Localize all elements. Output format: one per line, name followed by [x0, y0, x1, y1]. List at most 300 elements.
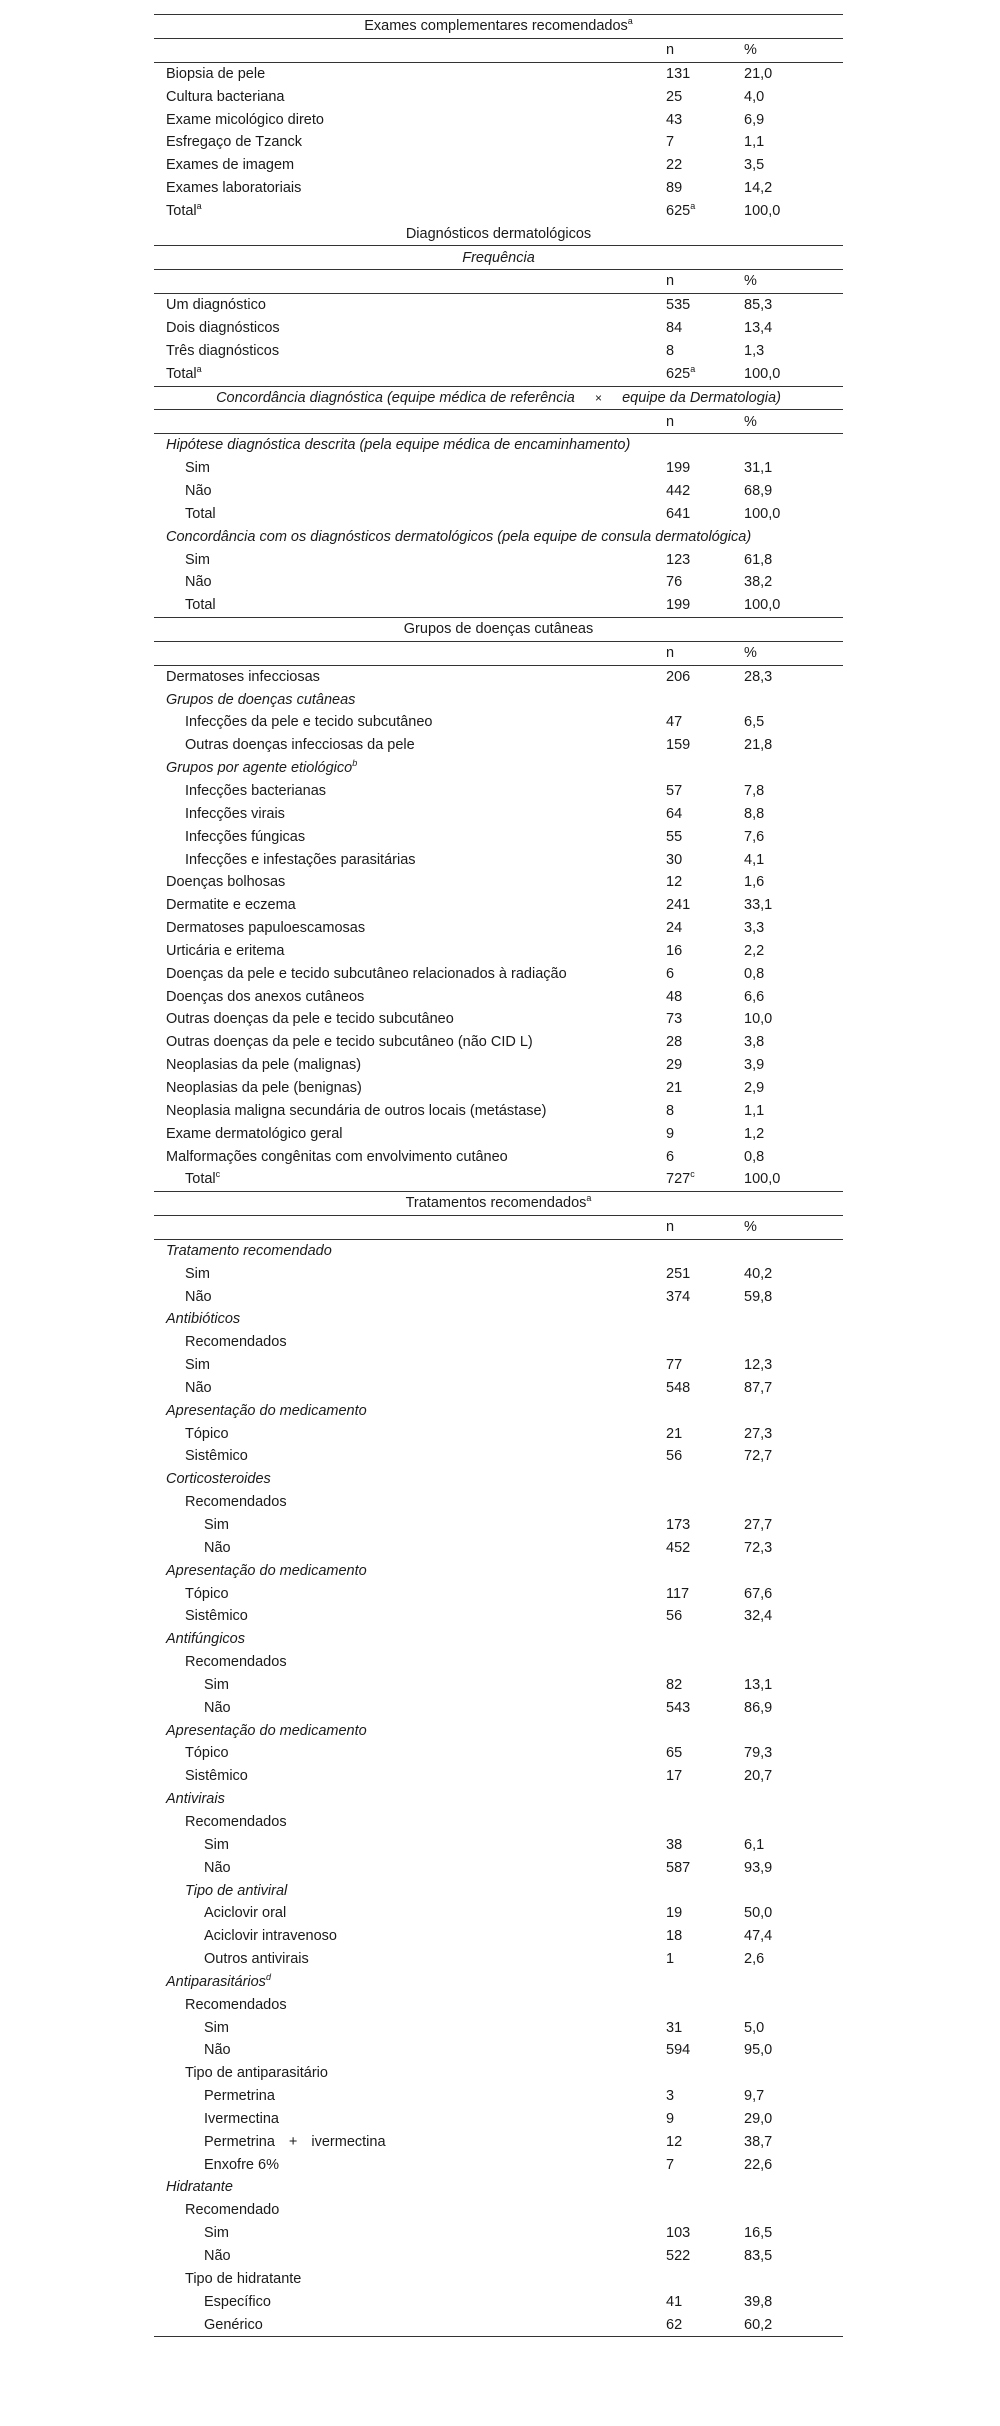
table-row: Total$^a$ 625$^a$ 100,0: [166, 201, 781, 219]
row-pct: 1,1: [744, 1102, 765, 1119]
row-label: Infecções fúngicas: [185, 828, 306, 845]
group-title-row: [154, 2268, 843, 2291]
row-n: 84: [666, 320, 683, 337]
table-row: [154, 1263, 843, 1286]
header-row: [154, 38, 843, 63]
table-row: [154, 154, 843, 177]
row-label: Urticária e eritema: [166, 942, 285, 959]
row-pct: 87,7: [744, 1379, 773, 1396]
diagnosticos-title: Diagnósticos dermatológicos: [405, 225, 592, 242]
row-label: Dois diagnósticos: [166, 320, 280, 337]
row-pct: 1,1: [744, 134, 765, 151]
table-row: Total$^c$ 727$^c$ 100,0: [185, 1169, 781, 1188]
table-row: [154, 594, 843, 617]
row-label: Um diagnóstico: [166, 297, 266, 314]
group-title: Recomendados: [185, 1494, 287, 1511]
row-label: Outras doenças infecciosas da pele: [185, 737, 415, 754]
table-row: [154, 1008, 843, 1031]
row-pct: 61,8: [744, 551, 773, 568]
row-pct: 5,0: [744, 2019, 765, 2036]
table-row: [154, 108, 843, 131]
row-pct: 59,8: [744, 1288, 773, 1305]
table-row: [154, 780, 843, 803]
table-row: [154, 940, 843, 963]
header-row: n %: [154, 410, 843, 434]
concordancia-caption-row: [154, 386, 843, 411]
row-n: 251: [666, 1265, 691, 1282]
row-label: Doenças bolhosas: [166, 874, 286, 891]
row-n: 12: [666, 2133, 683, 2150]
row-pct: 22,6: [744, 2156, 773, 2173]
row-n: 89: [666, 180, 683, 197]
row-n: 38: [666, 1836, 683, 1853]
row-n: 199: [666, 597, 691, 614]
row-pct: 27,7: [744, 1517, 773, 1534]
table-row: [154, 1445, 843, 1468]
table-row: [154, 1537, 843, 1560]
row-pct: 38,2: [744, 574, 773, 591]
row-pct: 16,5: [744, 2225, 773, 2242]
table-row: [154, 917, 843, 940]
table-row: [154, 503, 843, 526]
row-n: 374: [666, 1288, 691, 1305]
group-title: Antibióticos: [166, 1311, 241, 1328]
group-title-row: [154, 1560, 843, 1583]
row-pct: 60,2: [744, 2316, 773, 2333]
row-pct: 47,4: [744, 1928, 773, 1945]
row-label: Permetrina: [204, 2088, 275, 2105]
table-row: [154, 1582, 843, 1605]
row-pct: 79,3: [744, 1745, 773, 1762]
row-label: Infecções virais: [185, 805, 285, 822]
row-n: 173: [666, 1517, 691, 1534]
col-n-header: n: [666, 42, 675, 59]
row-pct: 2,2: [744, 942, 765, 959]
row-n: 594: [666, 2042, 691, 2059]
row-label: Aciclovir oral: [204, 1905, 287, 1922]
row-n: 8: [666, 342, 675, 359]
table-row: [154, 548, 843, 571]
row-label: Exames laboratoriais: [166, 180, 302, 197]
row-pct: 31,1: [744, 460, 773, 477]
row-label: Sim: [185, 1357, 210, 1374]
group-title-row: [154, 1628, 843, 1651]
group-title-row: [154, 2199, 843, 2222]
diagnosticos-subcaption-row: [154, 245, 843, 270]
row-pct: 29,0: [744, 2110, 773, 2127]
row-n: 452: [666, 1539, 691, 1556]
group-title-row: [154, 1811, 843, 1834]
table-row: [154, 2131, 843, 2154]
group-title: Recomendados: [185, 1996, 287, 2013]
group-title: Tratamento recomendado: [166, 1242, 332, 1259]
table-row: [154, 1674, 843, 1697]
table-row: [154, 1742, 843, 1765]
row-n: 56: [666, 1448, 683, 1465]
group-title-row: [154, 1240, 843, 1263]
row-label: Não: [204, 2248, 231, 2265]
row-n: 29: [666, 1057, 683, 1074]
row-n: 117: [666, 1585, 690, 1602]
row-pct: 6,9: [744, 111, 765, 128]
group-title-row: [154, 1468, 843, 1491]
group-title-row: [154, 1994, 843, 2017]
row-pct: 72,7: [744, 1448, 773, 1465]
row-label: Dermatoses papuloescamosas: [166, 920, 366, 937]
row-n: 3: [666, 2088, 675, 2105]
row-n: 21: [666, 1425, 683, 1442]
row-n: 31: [666, 2019, 683, 2036]
row-pct: 8,8: [744, 805, 765, 822]
row-pct: 67,6: [744, 1585, 773, 1602]
row-n: 18: [666, 1928, 683, 1945]
row-label: Total: [185, 597, 216, 614]
row-pct: 4,1: [744, 851, 765, 868]
row-n: 57: [666, 783, 683, 800]
row-n: 76: [666, 574, 683, 591]
table-row: [154, 1354, 843, 1377]
table-row: Total$^a$ 625$^a$ 100,0: [166, 364, 781, 382]
row-n: 65: [666, 1745, 683, 1762]
row-n: 48: [666, 988, 683, 1005]
group-title: Apresentação do medicamento: [166, 1562, 367, 1579]
row-pct: 13,4: [744, 320, 773, 337]
group-title-row: [154, 1400, 843, 1423]
group-title: Recomendado: [185, 2202, 280, 2219]
row-n: 9: [666, 2110, 675, 2127]
row-label: Cultura bacteriana: [166, 88, 285, 105]
row-pct: 86,9: [744, 1699, 773, 1716]
row-n: 548: [666, 1379, 691, 1396]
row-label: Tópico: [185, 1425, 229, 1442]
row-label: Dermatite e eczema: [166, 897, 296, 914]
group-title: Hidratante: [166, 2179, 233, 2196]
row-n: 131: [666, 65, 691, 82]
row-label: Não: [204, 1699, 231, 1716]
table-row: [154, 2108, 843, 2131]
row-label: Infecções bacterianas: [185, 783, 327, 800]
table-row: [154, 1285, 843, 1308]
row-pct: 32,4: [744, 1608, 773, 1625]
concordancia-title: Concordância diagnóstica (equipe médica de referência × equipe da Dermatologia): [216, 389, 781, 406]
row-n: 47: [666, 714, 683, 731]
table-row: Dermatoses infecciosas 206 28,3: [166, 668, 773, 685]
row-label: Esfregaço de Tzanck: [166, 134, 302, 151]
table-row: [154, 1902, 843, 1925]
row-n: 56: [666, 1608, 683, 1625]
table-row: [154, 480, 843, 503]
grupos-caption-row: [154, 617, 843, 641]
group-title: Recomendados: [185, 1334, 287, 1351]
exames-title: Exames complementares recomendados$^a$: [364, 16, 633, 35]
row-label: Específico: [204, 2293, 271, 2310]
exames-caption-row: [154, 14, 843, 38]
header-row: n %: [154, 1215, 843, 1240]
diagnosticos-caption-row: [154, 223, 843, 246]
row-label: Sim: [204, 1836, 229, 1853]
row-n: 43: [666, 111, 683, 128]
row-label: Enxofre 6%: [204, 2156, 279, 2173]
group-title-row: [154, 1308, 843, 1331]
diagnosticos-subtitle: Frequência: [462, 249, 535, 266]
row-pct: 100,0: [744, 505, 781, 522]
group-title: Tipo de antiviral: [185, 1882, 288, 1899]
row-n: 6: [666, 1148, 675, 1165]
row-label: Neoplasias da pele (benignas): [166, 1079, 362, 1096]
row-pct: 3,5: [744, 157, 765, 174]
tratamentos-title: Tratamentos recomendados$^a$: [405, 1193, 592, 1212]
row-pct: 0,8: [744, 1148, 765, 1165]
table-row: [154, 317, 843, 340]
table-row: [154, 86, 843, 109]
row-pct: 68,9: [744, 483, 773, 500]
row-label: Exame dermatológico geral: [166, 1125, 343, 1142]
row-n: 28: [666, 1034, 683, 1051]
row-pct: 3,9: [744, 1057, 765, 1074]
row-pct: 93,9: [744, 1859, 773, 1876]
row-pct: 1,3: [744, 342, 765, 359]
table-row: [154, 734, 843, 757]
group-title-row: [154, 1719, 843, 1742]
row-label: Não: [185, 574, 212, 591]
row-pct: 3,8: [744, 1034, 765, 1051]
row-n: 7: [666, 2156, 675, 2173]
row-pct: 50,0: [744, 1905, 773, 1922]
row-label: Aciclovir intravenoso: [204, 1928, 337, 1945]
group-title-row: [154, 1651, 843, 1674]
row-n: 8: [666, 1102, 675, 1119]
table-row: [154, 1123, 843, 1146]
group-title: Recomendados: [185, 1813, 287, 1830]
data-table: [154, 14, 843, 2337]
row-n: 535: [666, 297, 691, 314]
group-title-row: [154, 2062, 843, 2085]
group-title-row: [154, 1491, 843, 1514]
row-pct: 6,1: [744, 1836, 765, 1853]
row-label: Sim: [204, 1676, 229, 1693]
row-n: 64: [666, 805, 683, 822]
table-row: [154, 803, 843, 826]
group-title: Apresentação do medicamento: [166, 1722, 367, 1739]
row-label: Outras doenças da pele e tecido subcutâneo: [166, 1011, 454, 1028]
tratamentos-caption-row: [154, 1191, 843, 1215]
row-pct: 14,2: [744, 180, 773, 197]
row-n: 77: [666, 1357, 683, 1374]
row-pct: 1,6: [744, 874, 765, 891]
row-pct: 10,0: [744, 1011, 773, 1028]
row-pct: 20,7: [744, 1768, 773, 1785]
table-row: [154, 2039, 843, 2062]
table-row: [154, 1925, 843, 1948]
col-pct-header: %: [744, 42, 757, 59]
row-label: Sim: [204, 1517, 229, 1534]
row-n: 123: [666, 551, 691, 568]
group-title: Antifúngicos: [166, 1631, 245, 1648]
row-n: 9: [666, 1125, 675, 1142]
row-label: Sistêmico: [185, 1768, 248, 1785]
table-row: [154, 711, 843, 734]
group-title-row: [154, 1788, 843, 1811]
group-title: Antivirais: [166, 1791, 225, 1808]
table-row: [154, 2085, 843, 2108]
row-label: Tópico: [185, 1585, 229, 1602]
row-label: Neoplasia maligna secundária de outros locais (metástase): [166, 1102, 547, 1119]
row-pct: 38,7: [744, 2133, 773, 2150]
table-row: [154, 131, 843, 154]
row-label: Ivermectina: [204, 2110, 279, 2127]
table-row: [154, 457, 843, 480]
group-title-row: Hipótese diagnóstica descrita (pela equipe médica de encaminhamento): [166, 437, 631, 454]
row-pct: 21,8: [744, 737, 773, 754]
table-row: [154, 894, 843, 917]
table-row: [154, 2222, 843, 2245]
row-label: Sim: [204, 2225, 229, 2242]
header-row: n %: [154, 270, 843, 294]
row-label: Não: [185, 483, 212, 500]
table-row: [154, 1765, 843, 1788]
table-row: [154, 571, 843, 594]
table-row: [154, 2016, 843, 2039]
group-title: Tipo de antiparasitário: [185, 2065, 328, 2082]
row-label: Outras doenças da pele e tecido subcutâneo (não CID L): [166, 1034, 533, 1051]
row-label: Sistêmico: [185, 1448, 248, 1465]
row-pct: 21,0: [744, 65, 773, 82]
header-row: n %: [154, 641, 843, 666]
table-row: [154, 1077, 843, 1100]
table-row: [154, 963, 843, 986]
row-pct: 1,2: [744, 1125, 765, 1142]
table-bottom-rule: [154, 2336, 843, 2337]
group-title: Apresentação do medicamento: [166, 1402, 367, 1419]
table-row: [154, 985, 843, 1008]
row-label: Não: [185, 1288, 212, 1305]
table-row: [154, 1514, 843, 1537]
row-n: 1: [666, 1951, 675, 1968]
row-n: 73: [666, 1011, 683, 1028]
grupos-title: Grupos de doenças cutâneas: [403, 621, 594, 638]
table-row: [154, 2245, 843, 2268]
row-n: 159: [666, 737, 691, 754]
row-label: Não: [204, 1859, 231, 1876]
group-title-row: Concordância com os diagnósticos dermatológicos (pela equipe de consula dermatológica): [166, 528, 752, 545]
row-label: Permetrina + ivermectina: [204, 2133, 386, 2150]
row-n: 543: [666, 1699, 691, 1716]
row-label: Infecções da pele e tecido subcutâneo: [185, 714, 433, 731]
group-title: Antiparasitários$^d$: [166, 1972, 271, 1990]
row-label: Não: [204, 1539, 231, 1556]
row-n: 41: [666, 2293, 683, 2310]
row-n: 241: [666, 897, 691, 914]
row-pct: 4,0: [744, 88, 765, 105]
row-n: 7: [666, 134, 675, 151]
row-label: Sim: [185, 460, 210, 477]
row-label: Tópico: [185, 1745, 229, 1762]
table-row: [154, 2313, 843, 2336]
row-n: 22: [666, 157, 683, 174]
row-label: Sim: [185, 1265, 210, 1282]
row-pct: 9,7: [744, 2088, 765, 2105]
row-n: 442: [666, 483, 691, 500]
row-pct: 95,0: [744, 2042, 773, 2059]
table-row: [154, 1697, 843, 1720]
table-row: [154, 1422, 843, 1445]
table-row: [154, 826, 843, 849]
row-pct: 100,0: [744, 597, 781, 614]
row-n: 21: [666, 1079, 683, 1096]
row-n: 30: [666, 851, 683, 868]
row-pct: 12,3: [744, 1357, 773, 1374]
row-label: Exame micológico direto: [166, 111, 324, 128]
group-title: Corticosteroides: [166, 1471, 271, 1488]
row-label: Malformações congênitas com envolvimento cutâneo: [166, 1148, 508, 1165]
row-pct: 2,9: [744, 1079, 765, 1096]
table-row: [154, 1948, 843, 1971]
row-pct: 40,2: [744, 1265, 773, 1282]
row-n: 24: [666, 920, 683, 937]
table-row: [154, 848, 843, 871]
row-label: Total: [185, 505, 216, 522]
group-title-row: Grupos de doenças cutâneas: [166, 691, 356, 708]
row-pct: 7,8: [744, 783, 765, 800]
group-title: Recomendados: [185, 1654, 287, 1671]
row-pct: 33,1: [744, 897, 773, 914]
row-n: 19: [666, 1905, 683, 1922]
row-label: Não: [185, 1379, 212, 1396]
row-label: Sistêmico: [185, 1608, 248, 1625]
row-pct: 0,8: [744, 965, 765, 982]
row-pct: 6,6: [744, 988, 765, 1005]
row-n: 641: [666, 505, 691, 522]
row-pct: 83,5: [744, 2248, 773, 2265]
row-pct: 6,5: [744, 714, 765, 731]
table-row: [154, 2291, 843, 2314]
table-row: [154, 1054, 843, 1077]
row-label: Sim: [204, 2019, 229, 2036]
table-row: [154, 1857, 843, 1880]
row-label: Genérico: [204, 2316, 263, 2333]
row-pct: 13,1: [744, 1676, 773, 1693]
table-row: [154, 294, 843, 317]
table-row: [154, 2153, 843, 2176]
table-row: [154, 1031, 843, 1054]
row-label: Infecções e infestações parasitárias: [185, 851, 416, 868]
table-row: [154, 1605, 843, 1628]
row-n: 6: [666, 965, 675, 982]
group-title-row: [154, 2176, 843, 2199]
row-label: Sim: [185, 551, 210, 568]
row-pct: 39,8: [744, 2293, 773, 2310]
row-pct: 85,3: [744, 297, 773, 314]
row-label: Doenças da pele e tecido subcutâneo relacionados à radiação: [166, 965, 567, 982]
group-title-row: [154, 1879, 843, 1902]
row-n: 103: [666, 2225, 691, 2242]
row-n: 199: [666, 460, 691, 477]
row-n: 16: [666, 942, 683, 959]
row-label: Não: [204, 2042, 231, 2059]
row-label: Biopsia de pele: [166, 65, 266, 82]
row-label: Neoplasias da pele (malignas): [166, 1057, 362, 1074]
row-n: 82: [666, 1676, 683, 1693]
row-n: 522: [666, 2248, 691, 2265]
row-pct: 72,3: [744, 1539, 773, 1556]
table-row: [154, 1100, 843, 1123]
group-title-row: Grupos por agente etiológico$^b$: [166, 758, 358, 777]
table-row: [154, 63, 843, 86]
row-label: Outros antivirais: [204, 1951, 309, 1968]
row-pct: 3,3: [744, 920, 765, 937]
row-n: 62: [666, 2316, 683, 2333]
table-row: [154, 1145, 843, 1168]
